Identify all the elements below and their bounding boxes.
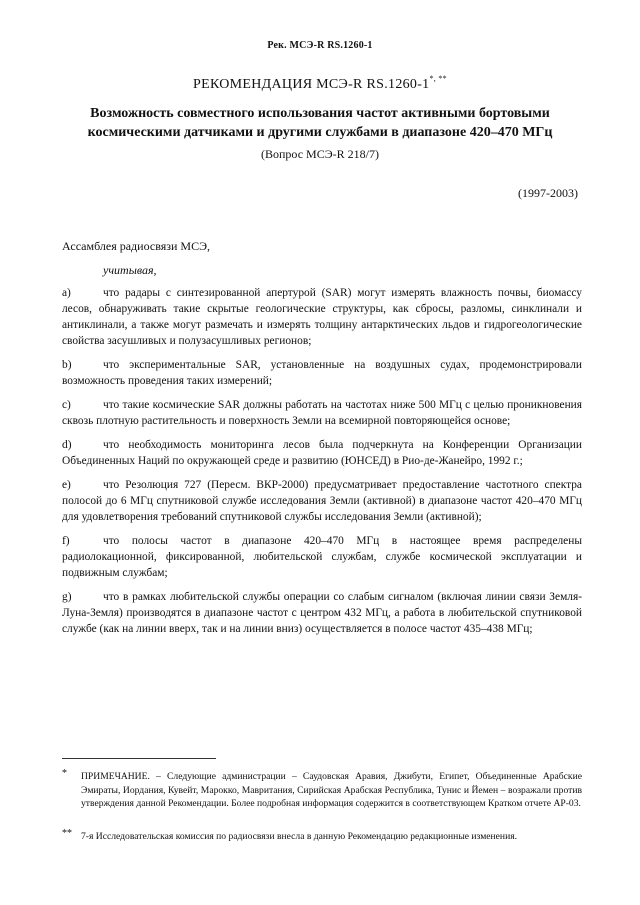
clause-letter: b) [62,359,72,371]
clause-text: что Резолюция 727 (Пересм. ВКР-2000) предусматривает предоставление частотного спектра полосой до 6 МГц спутниковой службе исследования Земли (активной) в диапазоне частот 420–470 МГц для удовлетворения требований спутниковой службы исследования Земли (активной); [62,479,582,523]
page-header: Рек. МСЭ-R RS.1260-1 [267,40,373,51]
clause-letter: e) [62,479,71,491]
clause-text: что в рамках любительской службы операции со слабым сигналом (включая линии связи Земля-Луна-Земля) производятся в диапазоне частот с центром 432 МГц, а работа в любительской спутниковой службе (как на линии вверх, так и на линии вниз) осуществляется в полосе частот 435–438 МГц; [62,591,582,635]
footnote-1 [62,770,582,811]
clause-text: что такие космические SAR должны работать на частотах ниже 500 МГц с целью проникновения сквозь плотную растительность и поверхность Земли на всемирной повторяющейся основе; [62,399,582,427]
clause-d [62,437,582,469]
clause-g [62,589,582,637]
clause-text: что радары с синтезированной апертурой (SAR) могут измерять влажность почвы, биомассу лесов, обнаруживать такие скрытые геологические структуры, как сбросы, разломы, синклинали и антиклинали, а также могут размечать и измерять толщину антарктических льдов и гидрогеологические свойства засушливых и полузасушливых регионов; [62,287,582,347]
footnote-marks: *, ** [429,74,447,83]
clause-b [62,357,582,389]
clause-a [62,285,582,349]
recommendation-title-text: РЕКОМЕНДАЦИЯ МСЭ-R RS.1260-1 [193,77,430,92]
clause-letter: c) [62,399,71,411]
clause-c [62,397,582,429]
clause-letter: a) [62,287,71,299]
clauses-list [62,285,582,645]
considering-heading: учитывая, [103,263,157,277]
footnote-2 [62,830,582,844]
footnote-divider [62,758,216,759]
clause-f [62,533,582,581]
clause-letter: d) [62,439,72,451]
assembly-line: Ассамблея радиосвязи МСЭ, [62,239,210,253]
years-range: (1997-2003) [518,186,578,200]
footnote-text: 7-я Исследовательская комиссия по радиосвязи внесла в данную Рекомендацию редакционные изменения. [81,831,518,842]
footnote-mark: ** [62,828,72,839]
clause-text: что необходимость мониторинга лесов была подчеркнута на Конференции Организации Объединенных Наций по окружающей среде и развитию (ЮНСЕД) в Рио-де-Жанейро, 1992 г.; [62,439,582,467]
clause-text: что экспериментальные SAR, установленные на воздушных судах, продемонстрировали возможность проведения таких измерений; [62,359,582,387]
clause-text: что полосы частот в диапазоне 420–470 МГц в настоящее время распределены радиолокационной, фиксированной, любительской службам, службе космической эксплуатации и подвижным службам; [62,535,582,579]
clause-letter: f) [62,535,70,547]
recommendation-subtitle: Возможность совместного использования частот активными бортовыми космическими датчиками и другими службами в диапазоне 420–470 МГц [87,106,553,140]
question-reference: (Вопрос МСЭ-R 218/7) [261,147,379,161]
recommendation-title [0,74,640,93]
footnote-mark: * [62,768,67,779]
clause-e [62,477,582,525]
clause-letter: g) [62,591,72,603]
footnote-text: ПРИМЕЧАНИЕ. – Следующие администрации – Саудовская Аравия, Джибути, Египет, Объединенные Арабские Эмираты, Иордания, Кувейт, Марокко, Мавритания, Сирийская Арабская Республика, Тунис и Йемен – возражали против утверждения данной Рекомендации. Более подробная информация содержится в соответствующем Кратком отчете AP-03. [81,771,582,809]
